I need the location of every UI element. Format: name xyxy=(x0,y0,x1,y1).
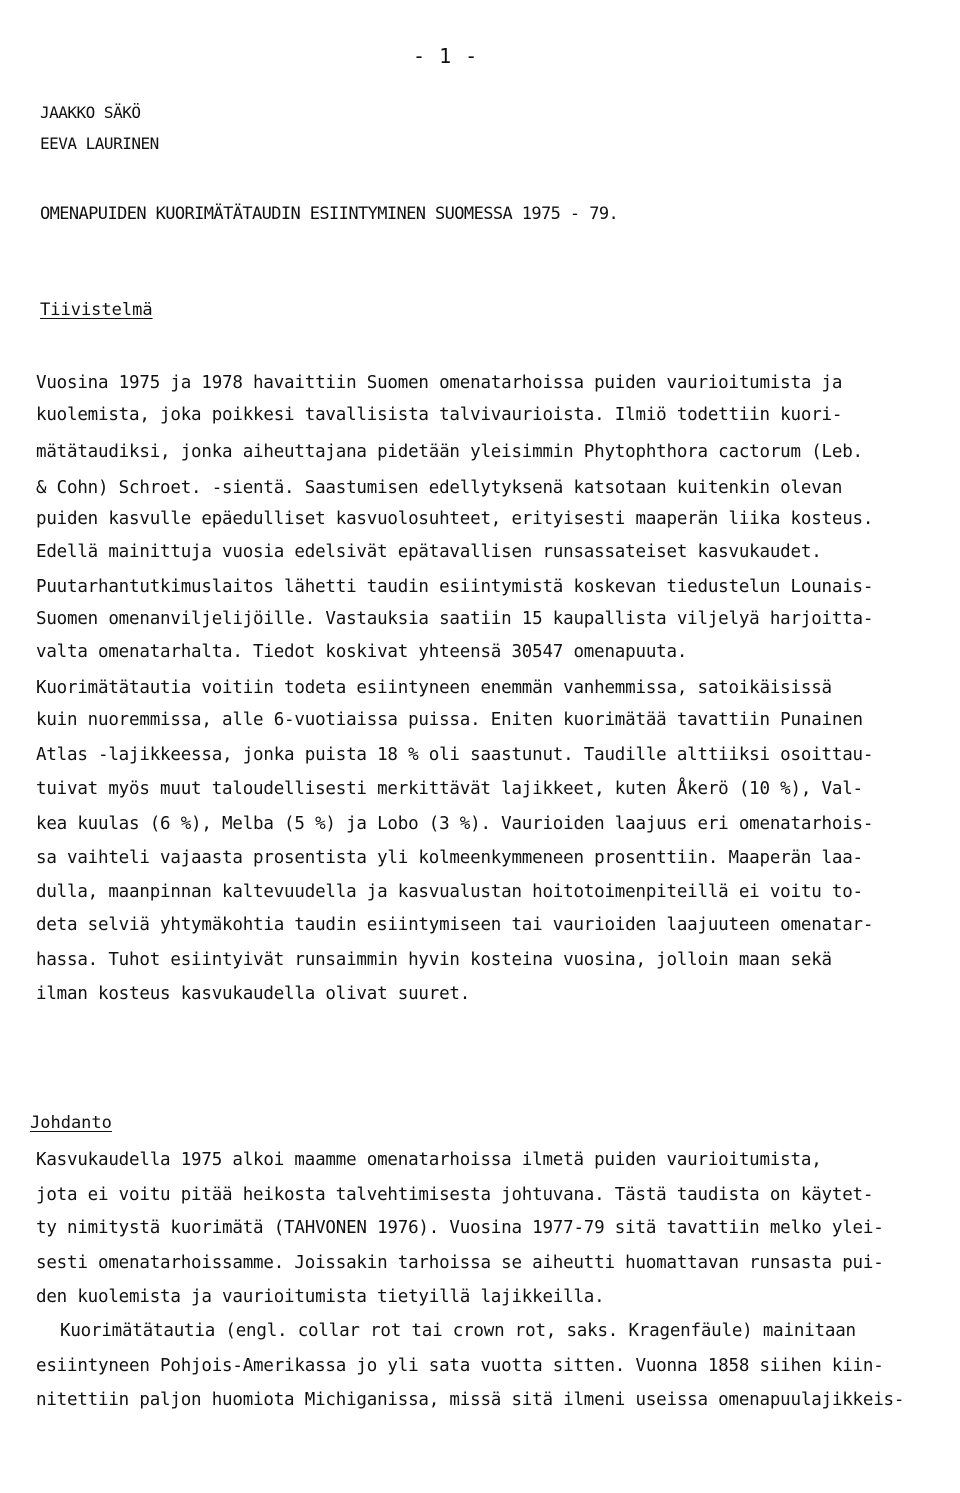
page-number: - 1 - xyxy=(413,44,479,68)
intro-heading: Johdanto xyxy=(30,1113,112,1133)
text-line: nitettiin paljon huomiota Michiganissa, missä sitä ilmeni useissa omenapuulajikkeis- xyxy=(36,1390,905,1410)
document-title: OMENAPUIDEN KUORIMÄTÄTAUDIN ESIINTYMINEN SUOMESSA 1975 - 79. xyxy=(40,204,619,224)
text-line: sesti omenatarhoissamme. Joissakin tarhoissa se aiheutti huomattavan runsasta pui- xyxy=(36,1253,884,1273)
text-line: Edellä mainittuja vuosia edelsivät epätavallisen runsassateiset kasvukaudet. xyxy=(36,542,822,562)
text-line: deta selviä yhtymäkohtia taudin esiintymiseen tai vaurioiden laajuuteen omenatar- xyxy=(36,915,874,935)
text-line: sa vaihteli vajaasta prosentista yli kolmeenkymmeneen prosenttiin. Maaperän laa- xyxy=(36,848,863,868)
text-line: ilman kosteus kasvukaudella olivat suuret. xyxy=(36,984,471,1004)
text-line: kuolemista, joka poikkesi tavallisista talvivaurioista. Ilmiö todettiin kuori- xyxy=(36,405,843,425)
text-line: esiintyneen Pohjois-Amerikassa jo yli sata vuotta sitten. Vuonna 1858 siihen kiin- xyxy=(36,1356,884,1376)
text-line: Kasvukaudella 1975 alkoi maamme omenatarhoissa ilmetä puiden vaurioitumista, xyxy=(36,1150,822,1170)
text-line: Vuosina 1975 ja 1978 havaittiin Suomen omenatarhoissa puiden vaurioitumista ja xyxy=(36,373,843,393)
text-line: tuivat myös muut taloudellisesti merkittävät lajikkeet, kuten Åkerö (10 %), Val- xyxy=(36,779,863,799)
text-line: valta omenatarhalta. Tiedot koskivat yhteensä 30547 omenapuuta. xyxy=(36,642,688,662)
text-line: Puutarhantutkimuslaitos lähetti taudin esiintymistä koskevan tiedustelun Lounais- xyxy=(36,577,874,597)
text-line: Suomen omenanviljelijöille. Vastauksia saatiin 15 kaupallista viljelyä harjoitta- xyxy=(36,609,874,629)
text-line: dulla, maanpinnan kaltevuudella ja kasvualustan hoitotoimenpiteillä ei voitu to- xyxy=(36,882,863,902)
text-line: Atlas -lajikkeessa, jonka puista 18 % oli saastunut. Taudille alttiiksi osoittau- xyxy=(36,745,874,765)
text-line: Kuorimätätautia voitiin todeta esiintyneen enemmän vanhemmissa, satoikäisissä xyxy=(36,678,832,698)
text-line: & Cohn) Schroet. -sientä. Saastumisen edellytyksenä katsotaan kuitenkin olevan xyxy=(36,478,843,498)
text-line: hassa. Tuhot esiintyivät runsaimmin hyvin kosteina vuosina, jolloin maan sekä xyxy=(36,950,832,970)
text-line: mätätaudiksi, jonka aiheuttajana pidetään yleisimmin Phytophthora cactorum (Leb. xyxy=(36,442,863,462)
text-line: jota ei voitu pitää heikosta talvehtimisesta johtuvana. Tästä taudista on käytet- xyxy=(36,1185,874,1205)
text-line: den kuolemista ja vaurioitumista tietyillä lajikkeilla. xyxy=(36,1287,605,1307)
text-line: kuin nuoremmissa, alle 6-vuotiaissa puissa. Eniten kuorimätää tavattiin Punainen xyxy=(36,710,863,730)
abstract-heading: Tiivistelmä xyxy=(40,300,153,320)
text-line: puiden kasvulle epäedulliset kasvuolosuhteet, erityisesti maaperän liika kosteus. xyxy=(36,509,874,529)
text-line: kea kuulas (6 %), Melba (5 %) ja Lobo (3 %). Vaurioiden laajuus eri omenatarhois- xyxy=(36,814,874,834)
text-line: Kuorimätätautia (engl. collar rot tai crown rot, saks. Kragenfäule) mainitaan xyxy=(60,1321,856,1341)
author-name: EEVA LAURINEN xyxy=(40,134,159,153)
text-line: ty nimitystä kuorimätä (TAHVONEN 1976). Vuosina 1977-79 sitä tavattiin melko ylei- xyxy=(36,1218,884,1238)
author-name: JAAKKO SÄKÖ xyxy=(40,103,141,122)
